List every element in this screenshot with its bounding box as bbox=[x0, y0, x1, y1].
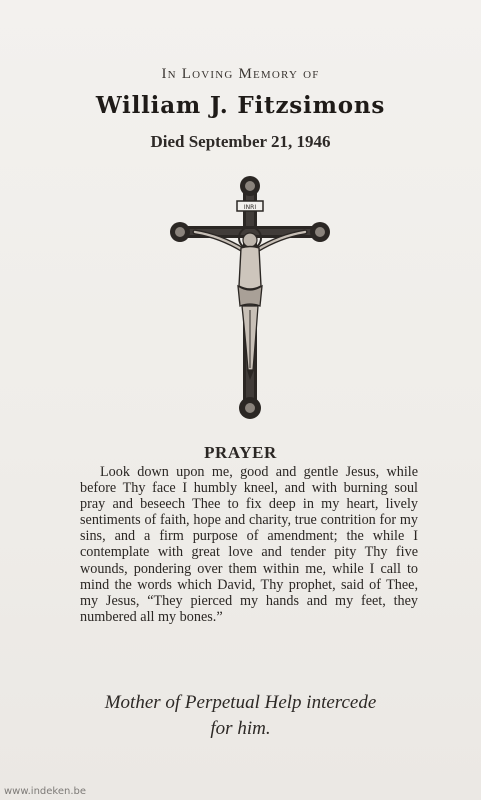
death-date: Died September 21, 1946 bbox=[150, 132, 331, 151]
site-watermark: www.indeken.be bbox=[4, 786, 87, 797]
inri-label: INRI bbox=[243, 204, 257, 211]
crucifix-icon bbox=[165, 174, 335, 424]
closing-line-1: Mother of Perpetual Help intercede bbox=[104, 692, 377, 713]
in-loving-memory-heading: In Loving Memory of bbox=[161, 66, 320, 82]
prayer-heading: PRAYER bbox=[204, 443, 277, 462]
closing-invocation bbox=[0, 690, 481, 742]
prayer-text: Look down upon me, good and gentle Jesus, while before Thy face I humbly kneel, and with burning soul pray and beseech Thee to fix deep in my heart, lively sentiments of faith, hope and charity, true contrition for my sins, and a firm purpose of amendment; the while I contemplate with great love and tender pity Thy five wounds, pondering over them within me, while I call to mind the words which David, Thy prophet, said of Thee, my Jesus, “They pierced my hands and my feet, they numbered all my bones.” bbox=[80, 464, 418, 625]
closing-line-2: for him. bbox=[210, 718, 271, 739]
deceased-name: William J. Fitzsimons bbox=[95, 92, 386, 119]
